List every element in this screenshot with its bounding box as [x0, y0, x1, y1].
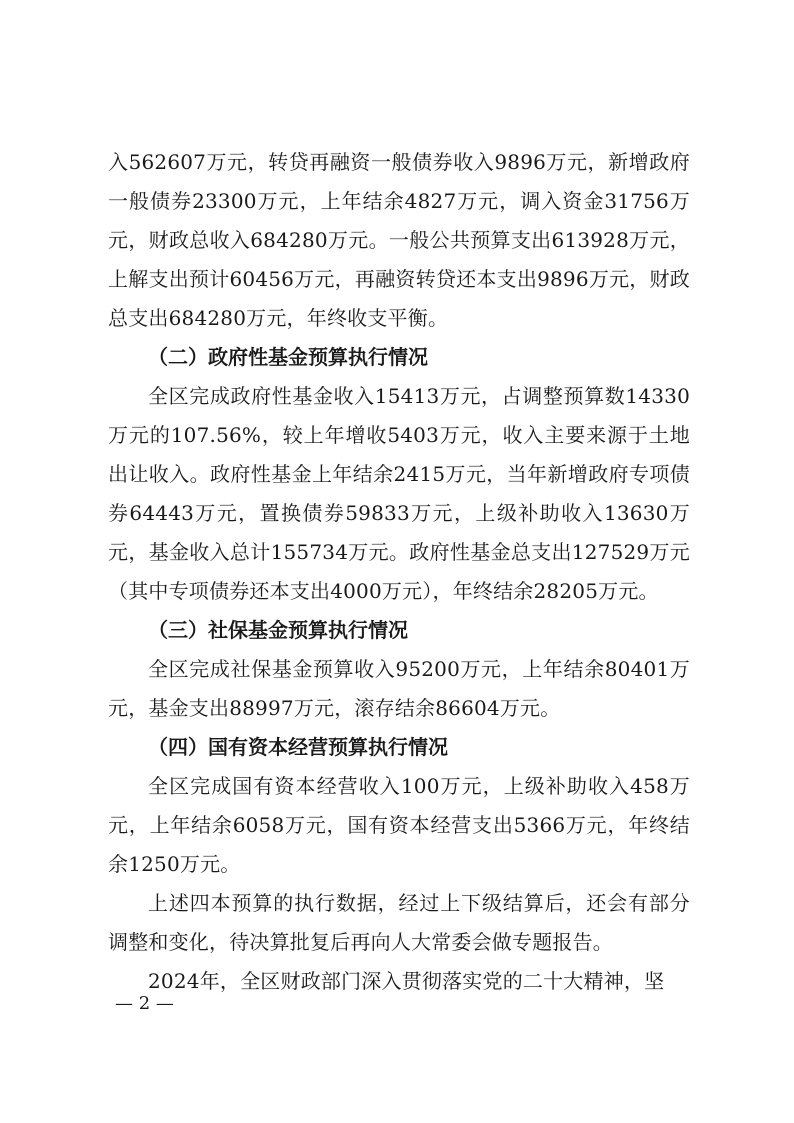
- heading-social-security-fund-budget: （三）社保基金预算执行情况: [148, 618, 408, 642]
- heading-state-capital-budget: （四）国有资本经营预算执行情况: [148, 735, 448, 759]
- paragraph-social-security-fund-budget: 全区完成社保基金预算收入95200万元，上年结余80401万元，基金支出88997万元，滚存结余86604万元。: [108, 657, 690, 720]
- heading-government-fund-budget: （二）政府性基金预算执行情况: [148, 345, 428, 369]
- paragraph-settlement-note: 上述四本预算的执行数据，经过上下级结算后，还会有部分调整和变化，待决算批复后再向人大常委会做专题报告。: [108, 891, 690, 954]
- document-body: [108, 143, 690, 1001]
- paragraph-general-budget-continued: 入562607万元，转贷再融资一般债券收入9896万元，新增政府一般债券23300万元，上年结余4827万元，调入资金31756万元，财政总收入684280万元。一般公共预算支出613928万元，上解支出预计60456万元，再融资转贷还本支出9896万元，财政总支出684280万元，年终收支平衡。: [108, 150, 690, 330]
- paragraph-state-capital-budget: 全区完成国有资本经营收入100万元，上级补助收入458万元，上年结余6058万元，国有资本经营支出5366万元，年终结余1250万元。: [108, 774, 690, 876]
- paragraph-government-fund-budget: 全区完成政府性基金收入15413万元，占调整预算数14330万元的107.56%，较上年增收5403万元，收入主要来源于土地出让收入。政府性基金上年结余2415万元，当年新增政府专项债券64443万元，置换债券59833万元，上级补助收入13630万元，基金收入总计155734万元。政府性基金总支出127529万元（其中专项债券还本支出4000万元），年终结余28205万元。: [108, 384, 690, 603]
- page-number: — 2 —: [115, 993, 174, 1014]
- paragraph-2024-intro: 2024年，全区财政部门深入贯彻落实党的二十大精神，坚: [148, 969, 665, 993]
